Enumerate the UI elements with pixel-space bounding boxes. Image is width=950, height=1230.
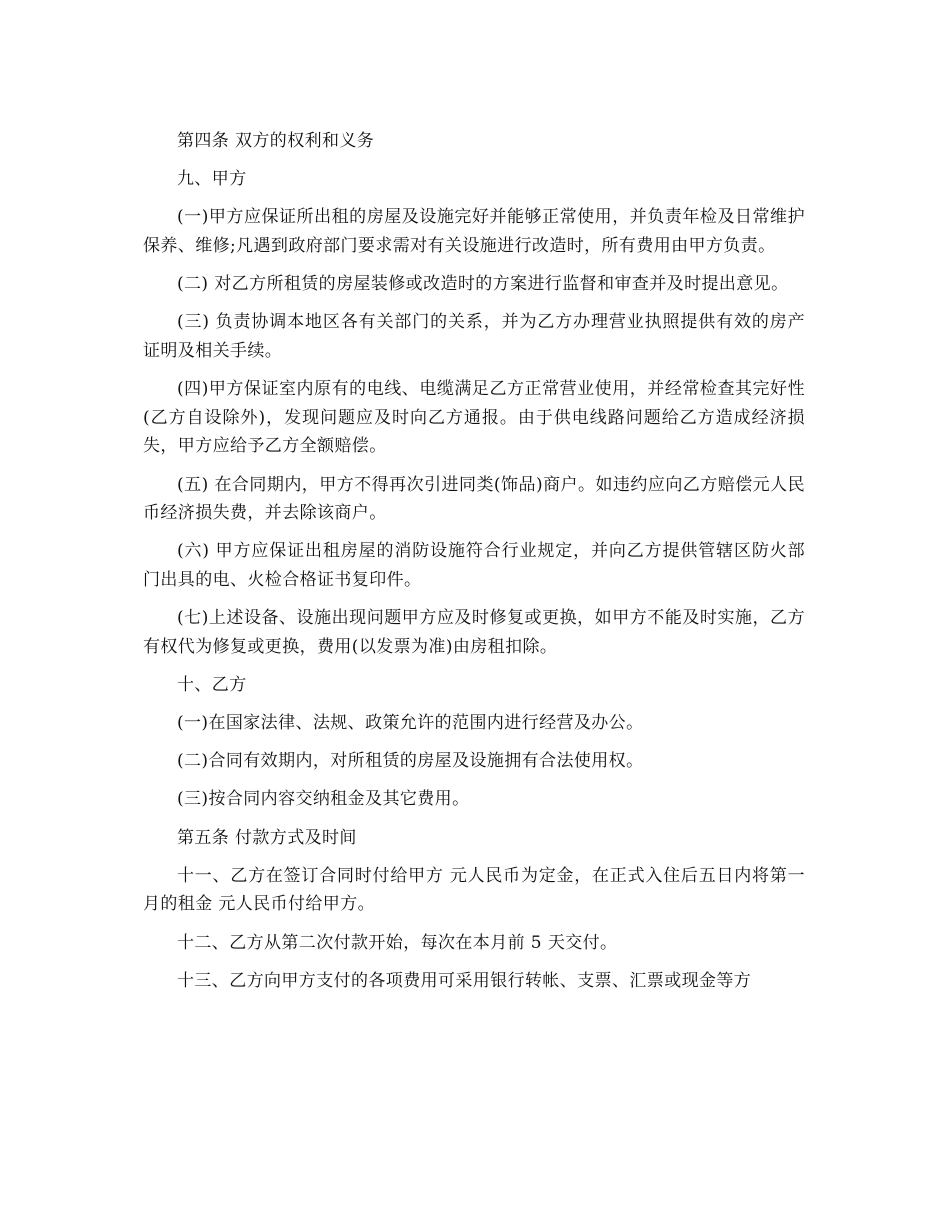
clause-paragraph: (四)甲方保证室内原有的电线、电缆满足乙方正常营业使用，并经常检查其完好性(乙方自设除外)，发现问题应及时向乙方通报。由于供电线路问题给乙方造成经济损失，甲方应给予乙方全额赔偿。 xyxy=(143,379,805,457)
section-heading: 十、乙方 xyxy=(177,674,247,695)
clause-paragraph: 十三、乙方向甲方支付的各项费用可采用银行转帐、支票、汇票或现金等方 xyxy=(177,970,752,991)
article-heading: 第五条 付款方式及时间 xyxy=(177,827,357,848)
clause-paragraph: (三)按合同内容交纳租金及其它费用。 xyxy=(177,789,470,810)
clause-paragraph: (一)在国家法律、法规、政策允许的范围内进行经营及办公。 xyxy=(177,713,644,734)
document-body xyxy=(143,127,805,1005)
clause-paragraph: (三) 负责协调本地区各有关部门的关系，并为乙方办理营业执照提供有效的房产证明及相关手续。 xyxy=(143,312,805,361)
clause-paragraph: 十二、乙方从第二次付款开始，每次在本月前 5 天交付。 xyxy=(177,932,618,953)
clause-paragraph: (二) 对乙方所租赁的房屋装修或改造时的方案进行监督和审查并及时提出意见。 xyxy=(177,274,789,295)
clause-paragraph: (七)上述设备、设施出现问题甲方应及时修复或更换，如甲方不能及时实施，乙方有权代为修复或更换，费用(以发票为准)由房租扣除。 xyxy=(143,608,805,657)
clause-paragraph: (一)甲方应保证所出租的房屋及设施完好并能够正常使用，并负责年检及日常维护保养、维修;凡遇到政府部门要求需对有关设施进行改造时，所有费用由甲方负责。 xyxy=(143,207,805,256)
clause-paragraph: (二)合同有效期内，对所租赁的房屋及设施拥有合法使用权。 xyxy=(177,751,644,772)
clause-paragraph: 十一、乙方在签订合同时付给甲方 元人民币为定金，在正式入住后五日内将第一月的租金 元人民币付给甲方。 xyxy=(143,865,805,915)
article-heading: 第四条 双方的权利和义务 xyxy=(177,131,375,151)
clause-paragraph: (六) 甲方应保证出租房屋的消防设施符合行业规定，并向乙方提供管辖区防火部门出具的电、火检合格证书复印件。 xyxy=(143,541,805,590)
section-heading: 九、甲方 xyxy=(177,169,247,190)
clause-paragraph: (五) 在合同期内，甲方不得再次引进同类(饰品)商户。如违约应向乙方赔偿元人民币经济损失费，并去除该商户。 xyxy=(143,474,805,524)
